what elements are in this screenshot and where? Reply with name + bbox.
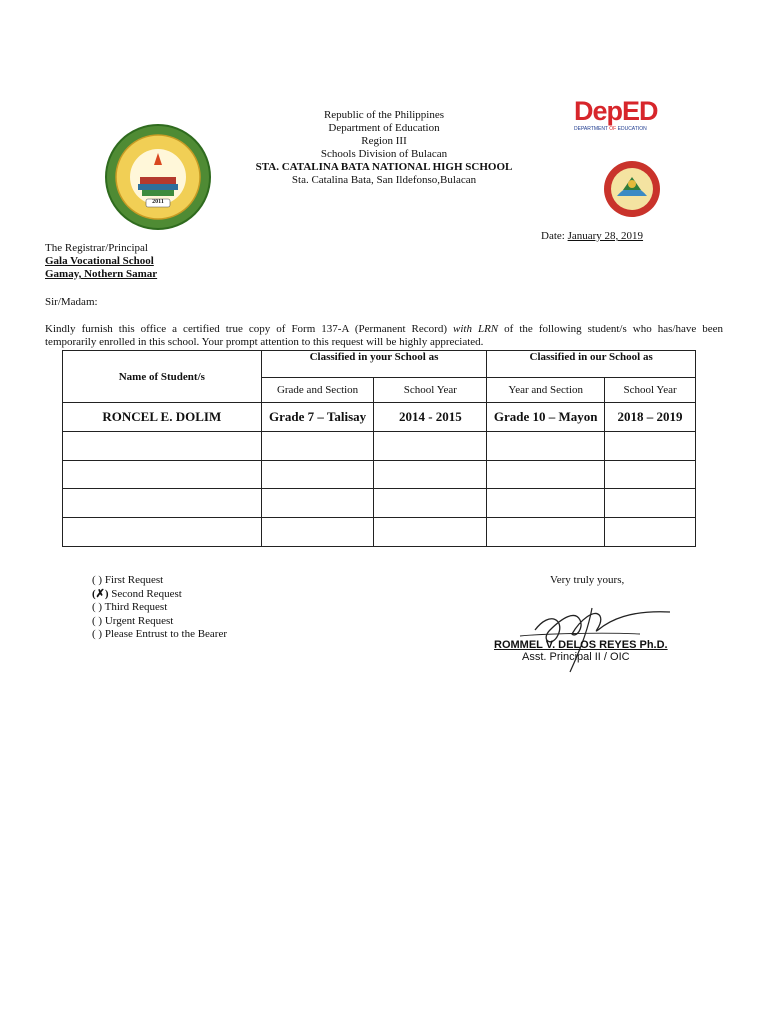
student-year-section: Grade 10 – Mayon <box>487 403 605 432</box>
group-header-your-school: Classified in your School as <box>261 351 487 378</box>
signature-image <box>480 590 690 676</box>
date-label: Date: <box>541 230 568 242</box>
table-row <box>63 461 696 489</box>
group-header-our-school: Classified in our School as <box>487 351 696 378</box>
addressee-block <box>45 242 157 281</box>
subheader-year-section: Year and Section <box>487 378 605 403</box>
body-line-1: Kindly furnish this office a certified true copy of Form 137-A (Permanent Record) with LRN of the following student/s who has/have been <box>45 323 723 335</box>
header-division: Schools Division of Bulacan <box>320 148 448 160</box>
subheader-school-year-2: School Year <box>605 378 696 403</box>
addressee-location: Gamay, Nothern Samar <box>45 268 158 280</box>
header-department: Department of Education <box>328 122 440 134</box>
body-paragraph <box>45 323 723 349</box>
deped-subtitle: DEPARTMENT OF EDUCATION <box>574 126 647 132</box>
second-request-checkmark: (✗) <box>92 587 109 600</box>
table-row <box>63 489 696 518</box>
student-school-year-2: 2018 – 2019 <box>605 403 696 432</box>
request-urgent: ( ) Urgent Request <box>92 614 174 627</box>
header-address: Sta. Catalina Bata, San Ildefonso,Bulacan <box>291 174 477 186</box>
request-entrust: ( ) Please Entrust to the Bearer <box>92 628 228 640</box>
student-name: RONCEL E. DOLIM <box>63 403 262 432</box>
letterhead <box>0 109 768 187</box>
student-grade-section: Grade 7 – Talisay <box>261 403 374 432</box>
signatory-name: ROMMEL V. DELOS REYES Ph.D. <box>494 639 668 651</box>
student-school-year: 2014 - 2015 <box>374 403 487 432</box>
table-row <box>63 432 696 461</box>
seal-year: 2011 <box>152 199 164 205</box>
request-first: ( ) First Request <box>92 574 164 586</box>
table-header-row <box>63 351 696 378</box>
closing: Very truly yours, <box>550 574 625 586</box>
table-row <box>63 518 696 547</box>
request-third: ( ) Third Request <box>92 601 168 613</box>
header-region: Region III <box>361 135 407 147</box>
name-header: Name of Student/s <box>63 351 262 403</box>
header-republic: Republic of the Philippines <box>323 109 445 121</box>
addressee-title: The Registrar/Principal <box>45 242 148 254</box>
date-line <box>541 230 643 243</box>
request-second: (✗) Second Request <box>92 587 182 600</box>
addressee-school: Gala Vocational School <box>45 255 154 267</box>
table-row <box>63 403 696 432</box>
request-options <box>92 574 227 642</box>
header-school-name: STA. CATALINA BATA NATIONAL HIGH SCHOOL <box>255 161 513 173</box>
date-value: January 28, 2019 <box>567 230 644 242</box>
subheader-grade-section: Grade and Section <box>261 378 374 403</box>
signatory-block <box>494 639 668 663</box>
body-line-2: temporarily enrolled in this school. Your prompt attention to this request will be highly appreciated. <box>45 336 484 348</box>
signatory-title: Asst. Principal II / OIC <box>522 651 630 663</box>
deped-wordmark: DepED <box>574 96 658 126</box>
subheader-school-year: School Year <box>374 378 487 403</box>
student-table <box>62 350 696 547</box>
salutation: Sir/Madam: <box>45 296 98 308</box>
